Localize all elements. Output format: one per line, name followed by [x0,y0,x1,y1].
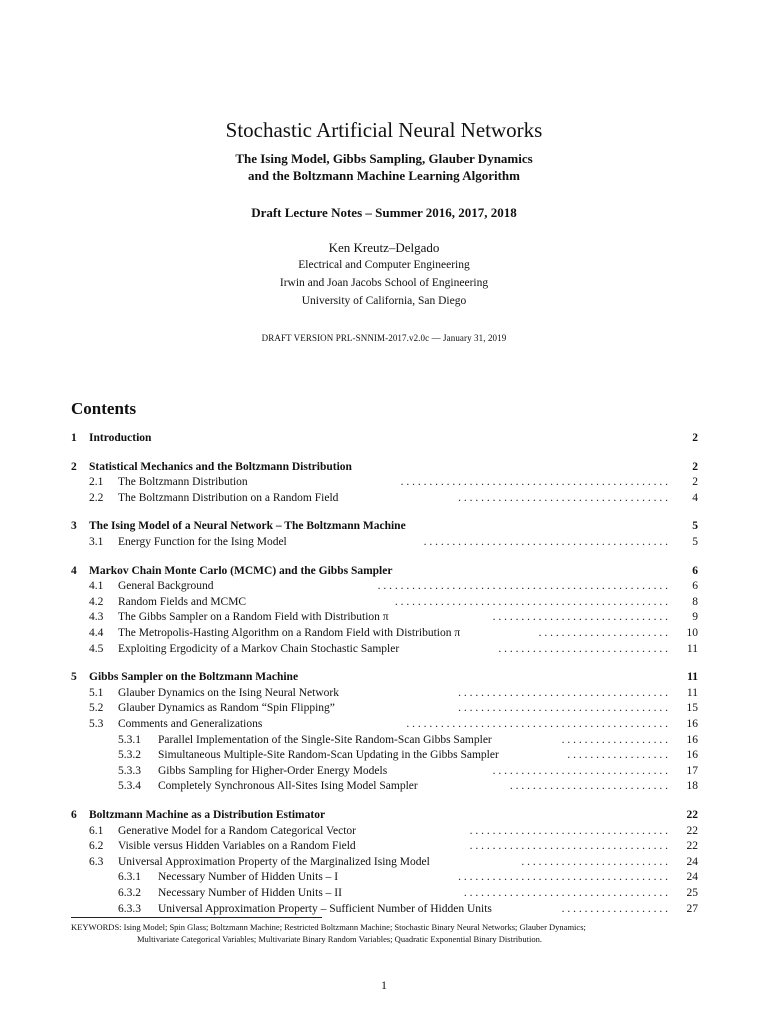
toc-leader-dots: . . . . . . . . . . . . . . . . . . . . . . . . . . . . . . . [492,611,668,624]
toc-number: 6 [71,809,77,821]
toc-entry-title: Markov Chain Monte Carlo (MCMC) and the Gibbs Sampler [89,563,396,579]
affiliation-university: University of California, San Diego [301,295,467,307]
toc-number: 5 [71,671,77,684]
toc-entry-title: Universal Approximation Property – Sufficient Number of Hidden Units [158,901,496,917]
toc-entry-title: Glauber Dynamics on the Ising Neural Network [118,685,343,701]
toc-number: 5.3 [89,718,104,730]
toc-page-number: 5 [692,520,698,533]
toc-page-number: 25 [686,887,698,899]
toc-entry-title: The Metropolis-Hasting Algorithm on a Random Field with Distribution π [118,625,464,641]
footnote-rule [71,917,322,918]
toc-number: 3 [71,520,77,533]
toc-entry-title: The Boltzmann Distribution on a Random Field [118,490,342,506]
toc-entry-title: Gibbs Sampling for Higher-Order Energy Models [158,763,391,779]
toc-page-number: 10 [686,627,698,639]
toc-page-number: 16 [686,733,698,746]
toc-section-row[interactable] [71,807,698,823]
toc-page-number: 11 [686,686,698,699]
toc-subsubsection-row[interactable] [71,869,698,885]
toc-leader-dots: . . . . . . . . . . . . . . . . . . . . . . . [538,627,668,639]
toc-page-number: 24 [686,855,698,868]
toc-leader-dots: . . . . . . . . . . . . . . . . . . . . . . . . . . . . . . . . . . . . . [458,702,668,715]
toc-subsection-row[interactable] [71,490,698,506]
author-name: Ken Kreutz–Delgado [328,240,440,255]
toc-number: 5.3.1 [118,733,141,746]
toc-entry-title: Universal Approximation Property of the Marginalized Ising Model [118,854,434,870]
toc-subsection-row[interactable] [71,625,698,641]
toc-subsubsection-row[interactable] [71,732,698,748]
toc-number: 5.3.4 [118,780,141,793]
toc-number: 4.1 [89,580,104,593]
toc-page-number: 9 [692,611,698,624]
toc-entry-title: Gibbs Sampler on the Boltzmann Machine [89,669,302,685]
toc-page-number: 11 [687,671,698,684]
toc-number: 4.4 [89,627,104,639]
draft-notice: Draft Lecture Notes – Summer 2016, 2017, 2018 [251,205,517,220]
toc-page-number: 2 [692,476,698,489]
toc-section-row[interactable] [71,459,698,475]
toc-entry-title: General Background [118,578,217,594]
toc-subsection-row[interactable] [71,685,698,701]
toc-subsubsection-row[interactable] [71,763,698,779]
toc-leader-dots: . . . . . . . . . . . . . . . . . . . . . . . . . . . . [509,780,668,793]
toc-subsection-row[interactable] [71,534,698,550]
toc-number: 6.3 [89,855,104,868]
toc-page-number: 22 [686,840,698,853]
keywords-line-2: Multivariate Categorical Variables; Multivariate Binary Random Variables; Quadratic Exponential Binary Distribution. [137,934,542,944]
document-title: Stochastic Artificial Neural Networks [225,118,543,142]
toc-page-number: 18 [686,780,698,793]
toc-number: 4 [71,564,77,577]
toc-subsubsection-row[interactable] [71,901,698,917]
toc-entry-title: Statistical Mechanics and the Boltzmann Distribution [89,459,356,475]
toc-entry-title: Necessary Number of Hidden Units – I [158,869,342,885]
toc-leader-dots: . . . . . . . . . . . . . . . . . . . . . . . . . . . . . . . . . . . . . [458,686,668,699]
toc-leader-dots: . . . . . . . . . . . . . . . . . . . . . . . . . . . . . . [498,642,668,655]
toc-leader-dots: . . . . . . . . . . . . . . . . . . . . . . . . . . . . . . . . . . . . . . . . . . . . . . [406,718,668,730]
toc-page-number: 2 [692,460,698,473]
toc-number: 6.3.3 [118,902,141,915]
toc-entry-title: Glauber Dynamics as Random “Spin Flipping” [118,700,339,716]
toc-subsection-row[interactable] [71,578,698,594]
toc-entry-title: Introduction [89,430,155,446]
toc-entry-title: Boltzmann Machine as a Distribution Estimator [89,807,329,823]
toc-leader-dots: . . . . . . . . . . . . . . . . . . . [561,733,668,746]
toc-page-number: 8 [692,595,698,608]
toc-leader-dots: . . . . . . . . . . . . . . . . . . . . . . . . . . . . . . . . . . . . [463,887,668,899]
toc-entry-title: Exploiting Ergodicity of a Markov Chain Stochastic Sampler [118,641,403,657]
toc-number: 1 [71,432,77,444]
subtitle-line-1: The Ising Model, Gibbs Sampling, Glauber Dynamics [235,151,533,166]
toc-number: 5.2 [89,702,104,715]
contents-heading: Contents [71,399,137,418]
toc-leader-dots: . . . . . . . . . . . . . . . . . . [567,749,668,762]
toc-page-number: 22 [686,824,698,837]
toc-subsubsection-row[interactable] [71,778,698,794]
page-number: 1 [381,978,387,992]
toc-section-row[interactable] [71,430,698,446]
toc-leader-dots: . . . . . . . . . . . . . . . . . . . . . . . . . . . . . . . . . . . . . [458,871,668,884]
toc-leader-dots: . . . . . . . . . . . . . . . . . . . . . . . . . . . . . . . . . . . . . [458,491,668,504]
toc-page-number: 6 [692,564,698,577]
toc-leader-dots: . . . . . . . . . . . . . . . . . . . . . . . . . . . . . . . . . . . . . . . . . . . . . . . [400,476,668,489]
subtitle-line-2: and the Boltzmann Machine Learning Algorithm [248,168,520,183]
toc-entry-title: The Gibbs Sampler on a Random Field with Distribution π [118,609,393,625]
affiliation-school: Irwin and Joan Jacobs School of Engineering [279,277,489,289]
toc-subsection-row[interactable] [71,854,698,870]
keywords-line-1: KEYWORDS: Ising Model; Spin Glass; Boltzmann Machine; Restricted Boltzmann Machine; Stochastic Binary Neural Networks; Glauber Dynamics; [71,922,586,932]
toc-subsection-row[interactable] [71,700,698,716]
toc-number: 4.2 [89,595,104,608]
toc-number: 6.2 [89,840,104,853]
toc-entry-title: Comments and Generalizations [118,716,266,732]
toc-section-row[interactable] [71,563,698,579]
toc-number: 4.3 [89,611,104,624]
toc-leader-dots: . . . . . . . . . . . . . . . . . . . . . . . . . . [521,855,668,868]
toc-leader-dots: . . . . . . . . . . . . . . . . . . . . . . . . . . . . . . . [492,764,668,777]
toc-section-row[interactable] [71,518,698,534]
toc-entry-title: Generative Model for a Random Categorical Vector [118,823,360,839]
affiliation-department: Electrical and Computer Engineering [298,259,470,271]
toc-page-number: 24 [686,871,698,884]
version-line: DRAFT VERSION PRL-SNNIM-2017.v2.0c — January 31, 2019 [261,333,507,343]
toc-page-number: 17 [686,764,698,777]
toc-subsubsection-row[interactable] [71,747,698,763]
toc-number: 6.3.2 [118,887,141,899]
toc-entry-title: The Ising Model of a Neural Network – The Boltzmann Machine [89,518,410,534]
toc-leader-dots: . . . . . . . . . . . . . . . . . . . . . . . . . . . . . . . . . . . . . . . . . . . . . . . . [394,595,668,608]
toc-page-number: 2 [692,432,698,444]
toc-subsubsection-row[interactable] [71,885,698,901]
toc-page-number: 16 [686,718,698,730]
toc-entry-title: Simultaneous Multiple-Site Random-Scan Updating in the Gibbs Sampler [158,747,503,763]
toc-entry-title: Random Fields and MCMC [118,594,250,610]
toc-leader-dots: . . . . . . . . . . . . . . . . . . . . . . . . . . . . . . . . . . . [469,824,668,837]
toc-entry-title: Parallel Implementation of the Single-Site Random-Scan Gibbs Sampler [158,732,496,748]
toc-number: 2.2 [89,491,104,504]
toc-page-number: 6 [692,580,698,593]
toc-subsection-row[interactable] [71,609,698,625]
toc-number: 4.5 [89,642,104,655]
toc-number: 6.1 [89,824,104,837]
toc-subsection-row[interactable] [71,594,698,610]
toc-leader-dots: . . . . . . . . . . . . . . . . . . . . . . . . . . . . . . . . . . . . . . . . . . . . . . . . . . . [377,580,668,593]
toc-page-number: 11 [686,642,698,655]
toc-entry-title: Energy Function for the Ising Model [118,534,291,550]
toc-entry-title: Visible versus Hidden Variables on a Random Field [118,838,360,854]
toc-subsection-row[interactable] [71,716,698,732]
toc-subsection-row[interactable] [71,474,698,490]
toc-number: 3.1 [89,536,104,548]
toc-entry-title: The Boltzmann Distribution [118,474,252,490]
toc-number: 2 [71,460,77,473]
toc-page-number: 15 [686,702,698,715]
toc-leader-dots: . . . . . . . . . . . . . . . . . . . . . . . . . . . . . . . . . . . . . . . . . . . [423,536,668,548]
toc-number: 6.3.1 [118,871,141,884]
toc-entry-title: Necessary Number of Hidden Units – II [158,885,346,901]
toc-section-row[interactable] [71,669,698,685]
toc-page-number: 5 [692,536,698,548]
toc-subsection-row[interactable] [71,838,698,854]
toc-leader-dots: . . . . . . . . . . . . . . . . . . . [561,902,668,915]
toc-number: 2.1 [89,476,104,489]
toc-subsection-row[interactable] [71,641,698,657]
toc-leader-dots: . . . . . . . . . . . . . . . . . . . . . . . . . . . . . . . . . . . [469,840,668,853]
toc-page-number: 16 [686,749,698,762]
toc-number: 5.3.3 [118,764,141,777]
toc-number: 5.1 [89,686,104,699]
toc-subsection-row[interactable] [71,823,698,839]
toc-number: 5.3.2 [118,749,141,762]
toc-entry-title: Completely Synchronous All-Sites Ising Model Sampler [158,778,422,794]
toc-page-number: 27 [686,902,698,915]
toc-page-number: 4 [692,491,698,504]
toc-page-number: 22 [686,809,698,821]
